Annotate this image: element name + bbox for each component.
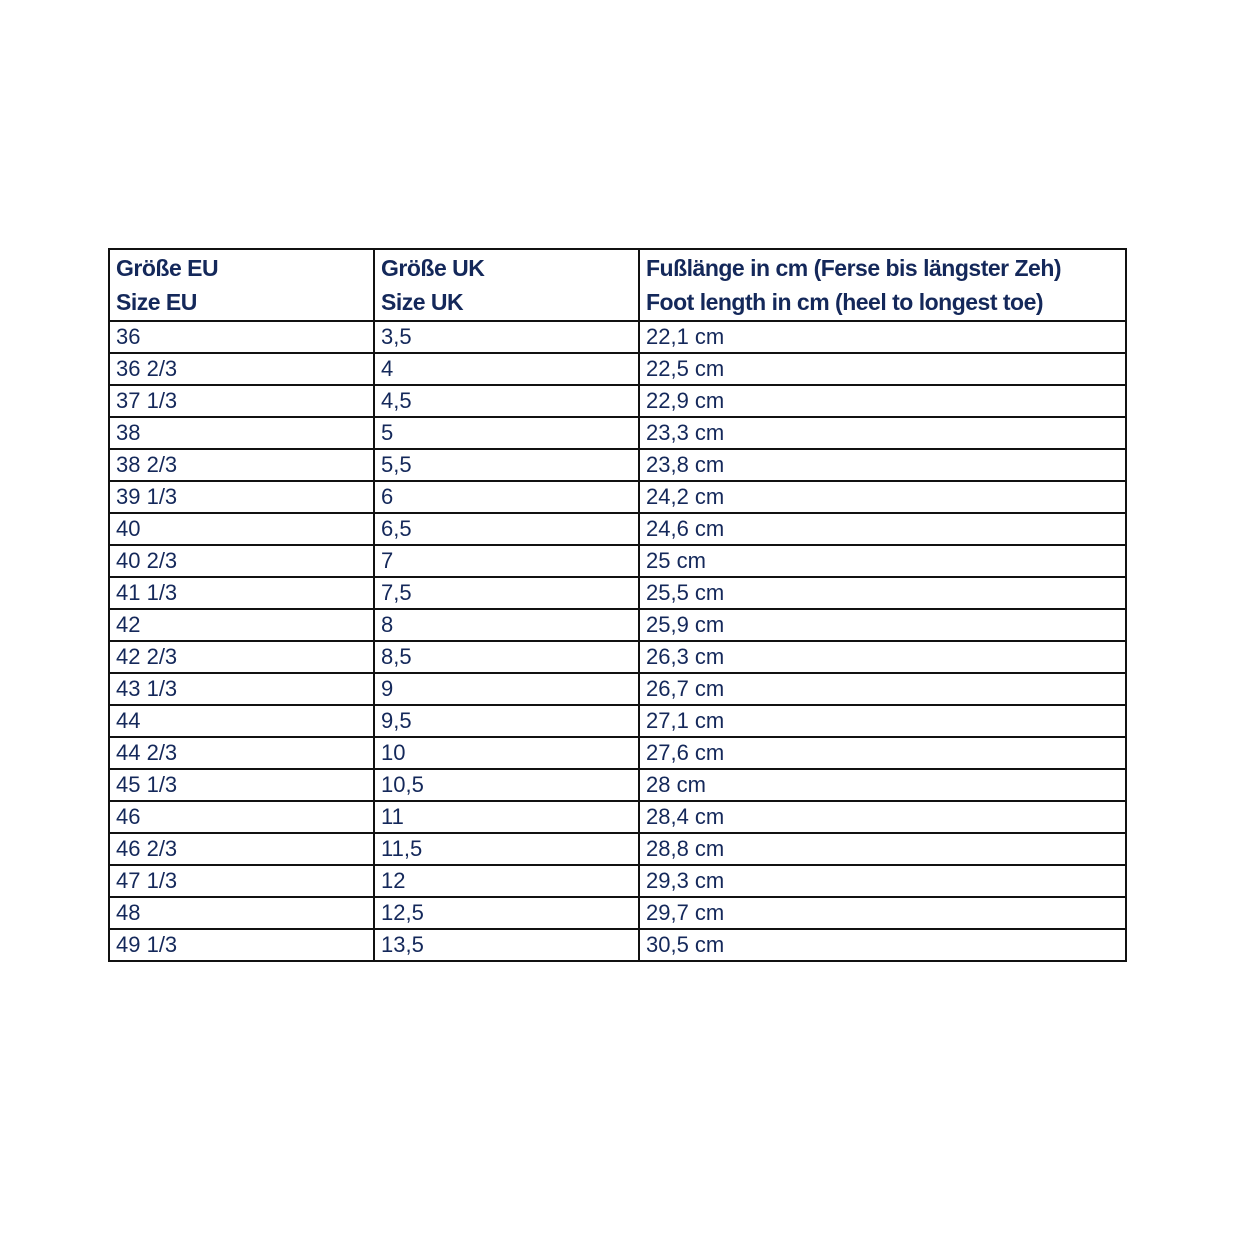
header-size-uk (374, 249, 639, 321)
cell-size-uk: 8 (374, 609, 639, 641)
table-row (109, 705, 1126, 737)
cell-size-uk: 5,5 (374, 449, 639, 481)
cell-size-uk: 6 (374, 481, 639, 513)
cell-foot-length: 26,3 cm (639, 641, 1126, 673)
table-row (109, 897, 1126, 929)
cell-size-uk: 3,5 (374, 321, 639, 353)
header-size-eu (109, 249, 374, 321)
table-row (109, 321, 1126, 353)
table-body (109, 321, 1126, 961)
cell-size-uk: 9,5 (374, 705, 639, 737)
table-row (109, 577, 1126, 609)
size-chart-table (108, 248, 1127, 962)
cell-size-eu: 39 1/3 (109, 481, 374, 513)
table-row (109, 641, 1126, 673)
header-foot-length-de: Fußlänge in cm (Ferse bis längster Zeh) (646, 255, 1062, 281)
cell-foot-length: 22,9 cm (639, 385, 1126, 417)
cell-size-eu: 47 1/3 (109, 865, 374, 897)
cell-size-eu: 40 2/3 (109, 545, 374, 577)
cell-size-eu: 43 1/3 (109, 673, 374, 705)
table-row (109, 769, 1126, 801)
cell-size-uk: 7 (374, 545, 639, 577)
cell-size-eu: 41 1/3 (109, 577, 374, 609)
cell-size-uk: 8,5 (374, 641, 639, 673)
header-row (109, 249, 1126, 321)
cell-size-uk: 6,5 (374, 513, 639, 545)
cell-foot-length: 29,3 cm (639, 865, 1126, 897)
cell-foot-length: 22,1 cm (639, 321, 1126, 353)
cell-size-uk: 4,5 (374, 385, 639, 417)
table-row (109, 481, 1126, 513)
cell-size-uk: 10,5 (374, 769, 639, 801)
cell-size-uk: 4 (374, 353, 639, 385)
cell-size-eu: 48 (109, 897, 374, 929)
header-foot-length (639, 249, 1126, 321)
cell-foot-length: 27,1 cm (639, 705, 1126, 737)
table-row (109, 865, 1126, 897)
cell-size-uk: 5 (374, 417, 639, 449)
table-row (109, 417, 1126, 449)
cell-size-eu: 44 2/3 (109, 737, 374, 769)
cell-size-eu: 45 1/3 (109, 769, 374, 801)
cell-foot-length: 28,4 cm (639, 801, 1126, 833)
table-row (109, 385, 1126, 417)
cell-foot-length: 28,8 cm (639, 833, 1126, 865)
cell-foot-length: 22,5 cm (639, 353, 1126, 385)
cell-size-eu: 49 1/3 (109, 929, 374, 961)
cell-foot-length: 23,3 cm (639, 417, 1126, 449)
cell-foot-length: 27,6 cm (639, 737, 1126, 769)
cell-size-eu: 36 2/3 (109, 353, 374, 385)
cell-foot-length: 25,5 cm (639, 577, 1126, 609)
cell-foot-length: 28 cm (639, 769, 1126, 801)
cell-size-eu: 44 (109, 705, 374, 737)
cell-size-eu: 38 2/3 (109, 449, 374, 481)
cell-foot-length: 25 cm (639, 545, 1126, 577)
cell-foot-length: 24,6 cm (639, 513, 1126, 545)
cell-foot-length: 30,5 cm (639, 929, 1126, 961)
cell-size-uk: 9 (374, 673, 639, 705)
cell-size-uk: 7,5 (374, 577, 639, 609)
table-row (109, 609, 1126, 641)
header-size-uk-en: Size UK (381, 289, 464, 315)
cell-size-eu: 46 2/3 (109, 833, 374, 865)
cell-size-eu: 42 2/3 (109, 641, 374, 673)
table-row (109, 545, 1126, 577)
table-row (109, 737, 1126, 769)
table-row (109, 833, 1126, 865)
table-row (109, 673, 1126, 705)
header-size-uk-de: Größe UK (381, 255, 485, 281)
cell-size-uk: 11 (374, 801, 639, 833)
cell-size-eu: 42 (109, 609, 374, 641)
cell-size-uk: 13,5 (374, 929, 639, 961)
cell-size-eu: 40 (109, 513, 374, 545)
cell-size-uk: 12 (374, 865, 639, 897)
header-size-eu-de: Größe EU (116, 255, 219, 281)
table-row (109, 929, 1126, 961)
cell-size-uk: 12,5 (374, 897, 639, 929)
cell-foot-length: 29,7 cm (639, 897, 1126, 929)
cell-foot-length: 23,8 cm (639, 449, 1126, 481)
cell-size-eu: 36 (109, 321, 374, 353)
table-row (109, 449, 1126, 481)
cell-size-eu: 38 (109, 417, 374, 449)
cell-size-uk: 11,5 (374, 833, 639, 865)
table-row (109, 353, 1126, 385)
cell-size-uk: 10 (374, 737, 639, 769)
cell-foot-length: 24,2 cm (639, 481, 1126, 513)
cell-foot-length: 26,7 cm (639, 673, 1126, 705)
cell-size-eu: 46 (109, 801, 374, 833)
cell-size-eu: 37 1/3 (109, 385, 374, 417)
cell-foot-length: 25,9 cm (639, 609, 1126, 641)
header-size-eu-en: Size EU (116, 289, 197, 315)
table-row (109, 801, 1126, 833)
table-row (109, 513, 1126, 545)
header-foot-length-en: Foot length in cm (heel to longest toe) (646, 289, 1044, 315)
